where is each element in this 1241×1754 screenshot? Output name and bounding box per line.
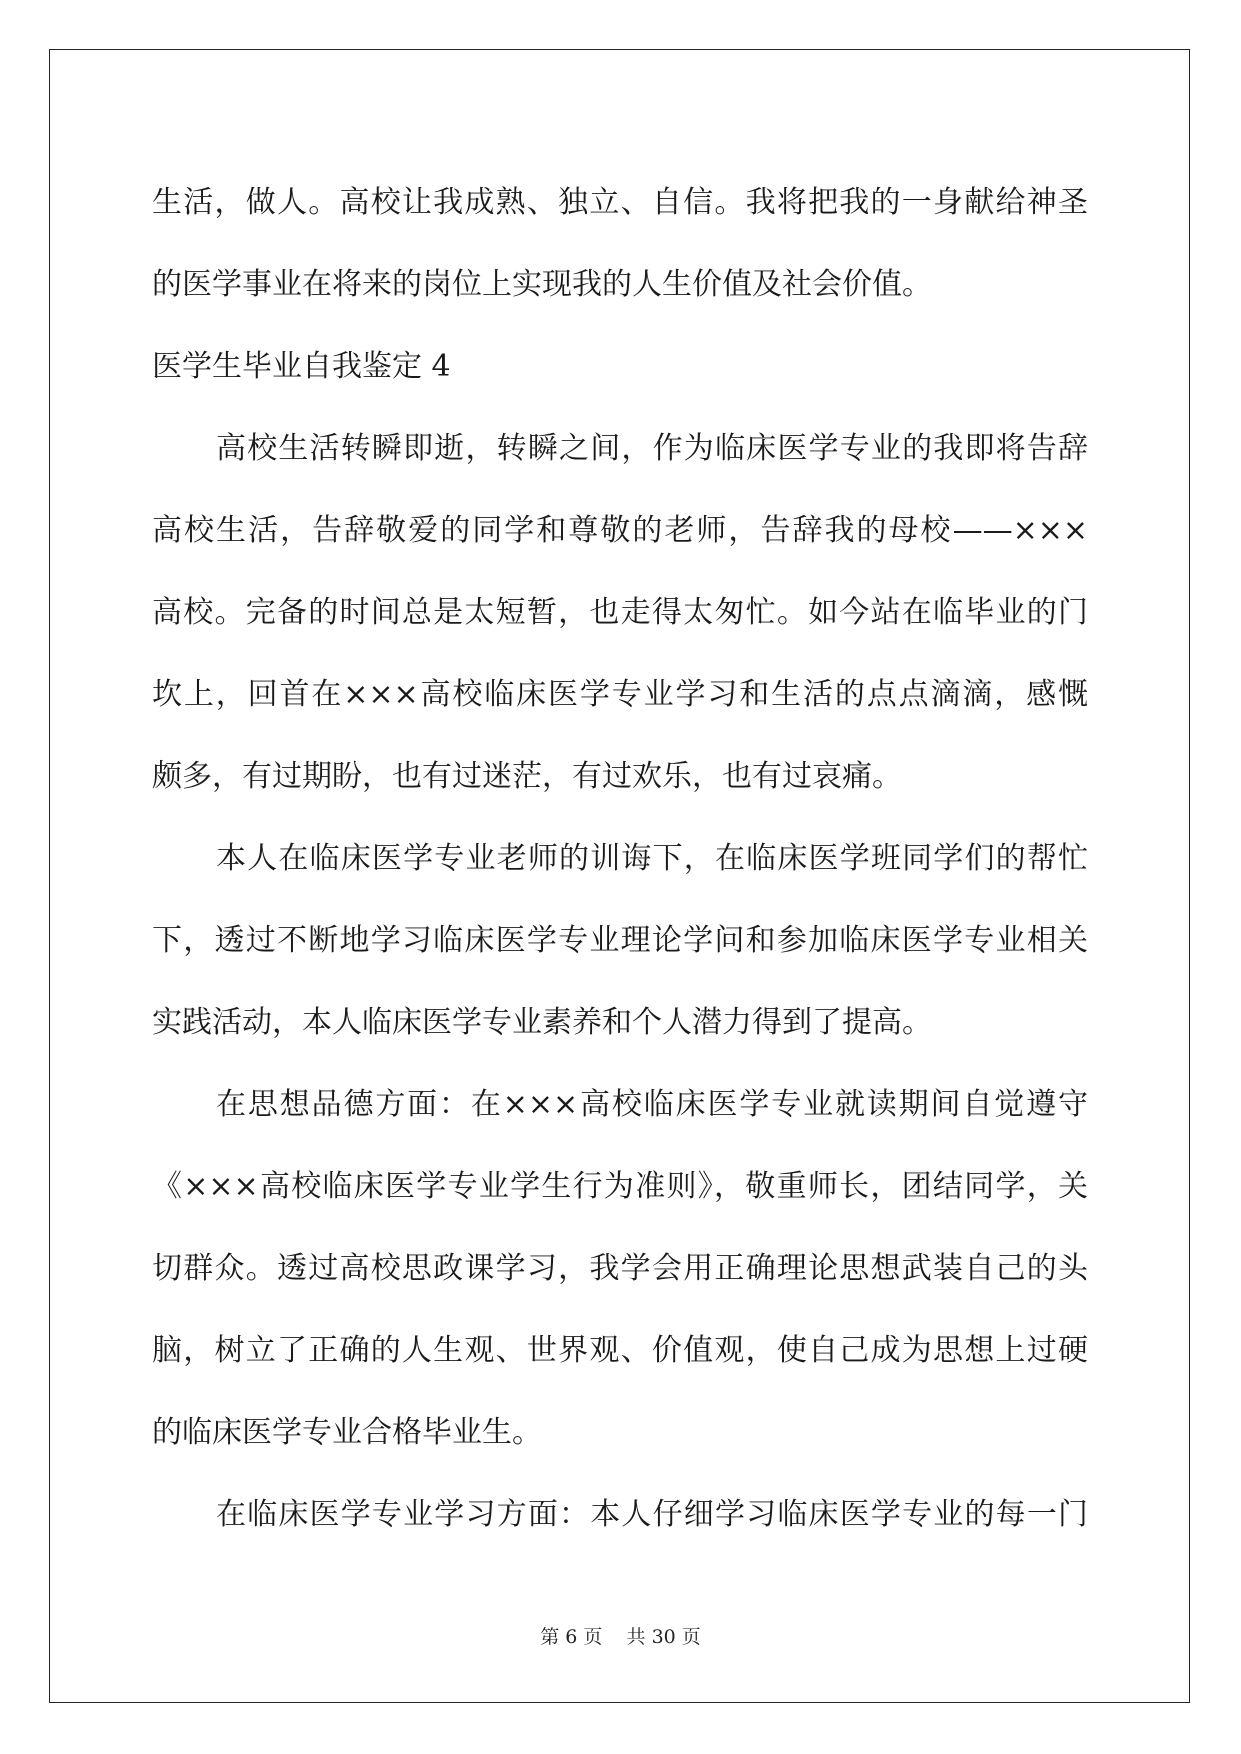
text-line: 脑，树立了正确的人生观、世界观、价值观，使自己成为思想上过硬 — [152, 1333, 1088, 1368]
text-line: 切群众。透过高校思政课学习，我学会用正确理论思想武装自己的头 — [152, 1251, 1088, 1286]
text-line: 的临床医学专业合格毕业生。 — [152, 1415, 542, 1450]
text-line: 生活，做人。高校让我成熟、独立、自信。我将把我的一身献给神圣 — [152, 185, 1088, 220]
text-line: 高校生活，告辞敬爱的同学和尊敬的老师，告辞我的母校——××× — [152, 513, 1088, 548]
paragraph-first-line: 本人在临床医学专业老师的训诲下，在临床医学班同学们的帮忙 — [216, 841, 1088, 876]
text-line: 的医学事业在将来的岗位上实现我的人生价值及社会价值。 — [152, 267, 932, 302]
paragraph-first-line: 高校生活转瞬即逝，转瞬之间，作为临床医学专业的我即将告辞 — [216, 431, 1088, 466]
section-heading: 医学生毕业自我鉴定 4 — [152, 349, 451, 384]
text-line: 下，透过不断地学习临床医学专业理论学问和参加临床医学专业相关 — [152, 923, 1088, 958]
text-line: 《×××高校临床医学专业学生行为准则》，敬重师长，团结同学，关 — [152, 1169, 1088, 1204]
paragraph-first-line: 在思想品德方面：在×××高校临床医学专业就读期间自觉遵守 — [216, 1087, 1088, 1122]
document-body — [152, 162, 1088, 1556]
page-footer: 第 6 页 共 30 页 — [540, 1626, 701, 1648]
paragraph-first-line: 在临床医学专业学习方面：本人仔细学习临床医学专业的每一门 — [216, 1497, 1088, 1532]
text-line: 高校。完备的时间总是太短暂，也走得太匆忙。如今站在临毕业的门 — [152, 595, 1088, 630]
text-line: 坎上，回首在×××高校临床医学专业学习和生活的点点滴滴，感慨 — [152, 677, 1088, 712]
text-line: 颇多，有过期盼，也有过迷茫，有过欢乐，也有过哀痛。 — [152, 759, 902, 794]
text-line: 实践活动，本人临床医学专业素养和个人潜力得到了提高。 — [152, 1005, 932, 1040]
